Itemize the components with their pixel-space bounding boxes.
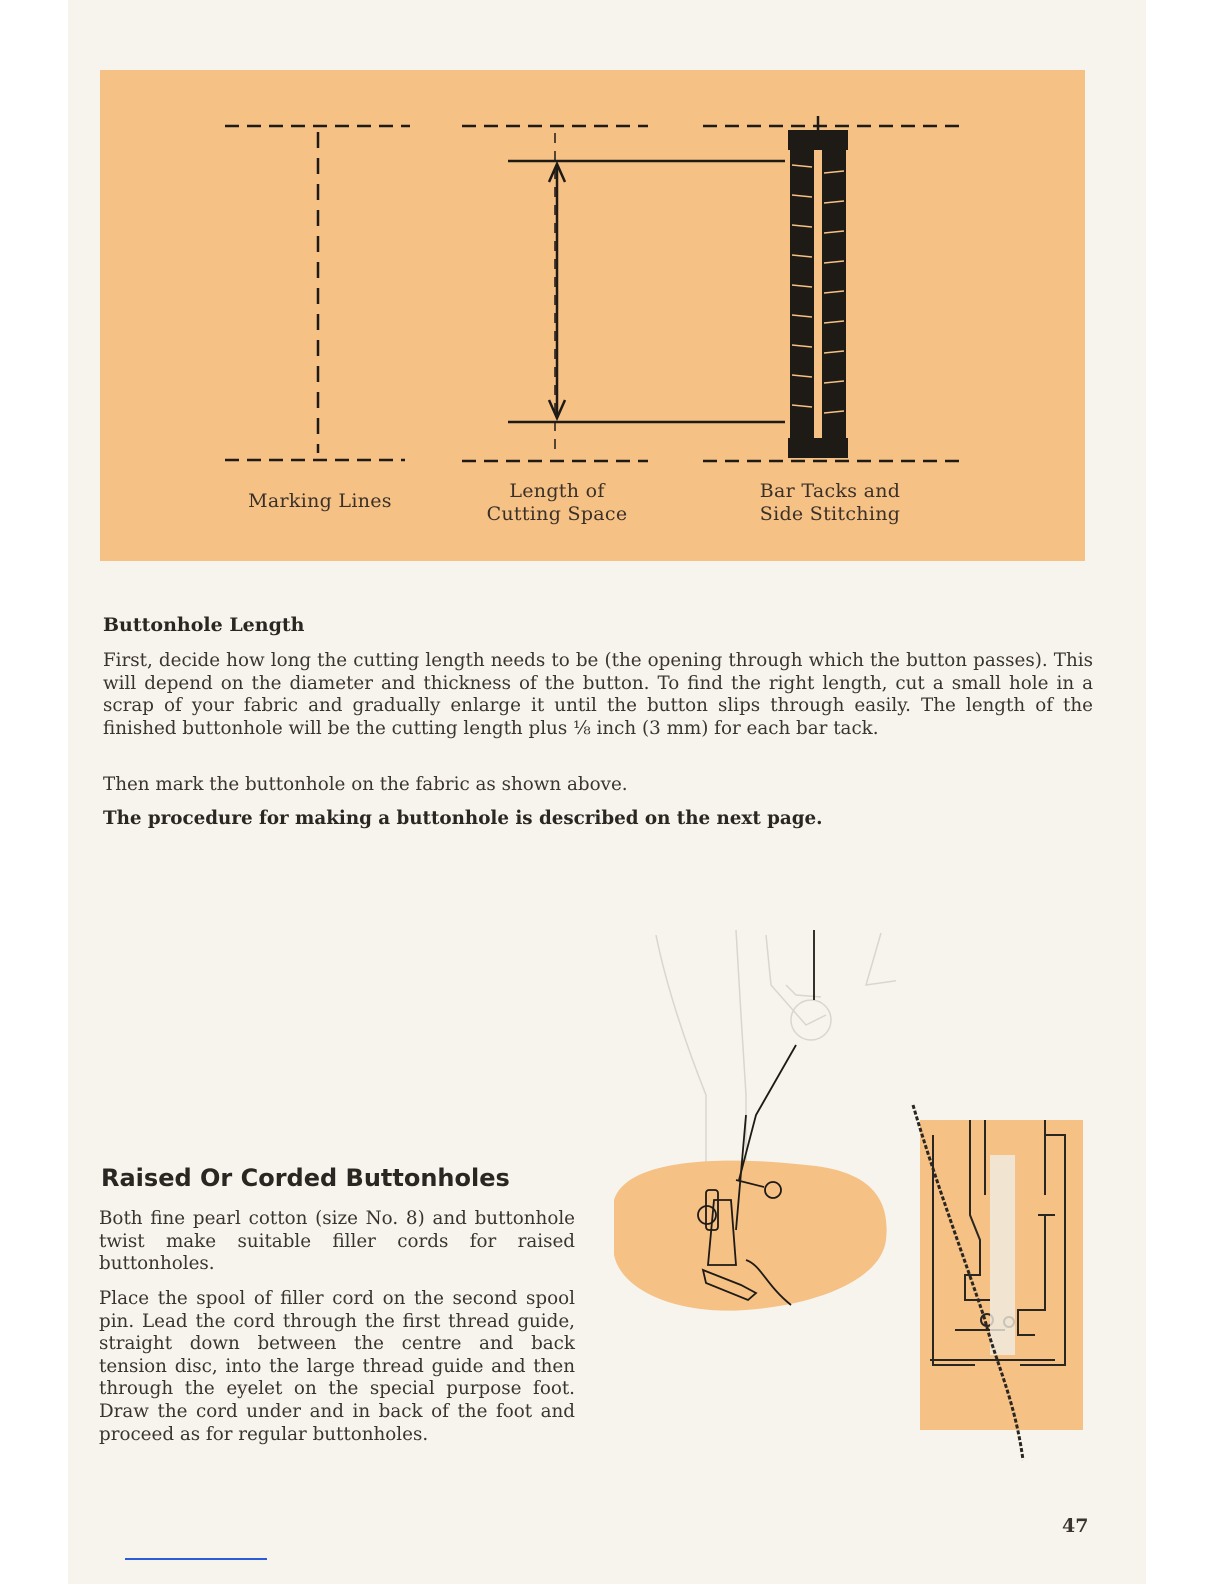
page-margin-right — [1146, 0, 1224, 1584]
caption-marking-lines: Marking Lines — [248, 490, 392, 512]
mark-buttonhole-paragraph: Then mark the buttonhole on the fabric as shown above. — [103, 774, 628, 795]
foot-center-channel — [990, 1155, 1015, 1355]
next-page-note: The procedure for making a buttonhole is described on the next page. — [103, 808, 823, 829]
sewing-machine-illustration — [596, 925, 896, 1345]
blue-rule — [125, 1558, 267, 1560]
caption-bar-tacks: Bar Tacks and Side Stitching — [759, 480, 901, 525]
buttonhole-length-heading: Buttonhole Length — [103, 614, 305, 636]
page-margin-left — [0, 0, 68, 1584]
raised-buttonholes-heading: Raised Or Corded Buttonholes — [101, 1164, 510, 1192]
spool-instructions-paragraph: Place the spool of filler cord on the second spool pin. Lead the cord through the first thread guide, straight down between the centre and back tension disc, into the large thread guide and then through the eyelet on the special purpose foot. Draw the cord under and in back of the foot and proceed as for regular buttonholes. — [99, 1288, 575, 1445]
stitched-buttonhole — [788, 130, 848, 458]
foot-detail-illustration — [905, 1100, 1090, 1470]
machine-head-faded — [656, 930, 896, 1165]
buttonhole-length-paragraph: First, decide how long the cutting length needs to be (the opening through which the button passes). This will depend on the diameter and thickness of the button. To find the right length, cut a small hole in a scrap of your fabric and gradually enlarge it until the button slips through easily. The length of the finished buttonhole will be the cutting length plus ⅛ inch (3 mm) for each bar tack. — [103, 650, 1093, 739]
buttonhole-diagram — [100, 70, 1085, 561]
filler-cords-paragraph: Both fine pearl cotton (size No. 8) and buttonhole twist make suitable filler cords for raised buttonholes. — [99, 1208, 575, 1275]
caption-length-of-cutting-space: Length of Cutting Space — [486, 480, 628, 525]
page-number: 47 — [1062, 1515, 1089, 1537]
